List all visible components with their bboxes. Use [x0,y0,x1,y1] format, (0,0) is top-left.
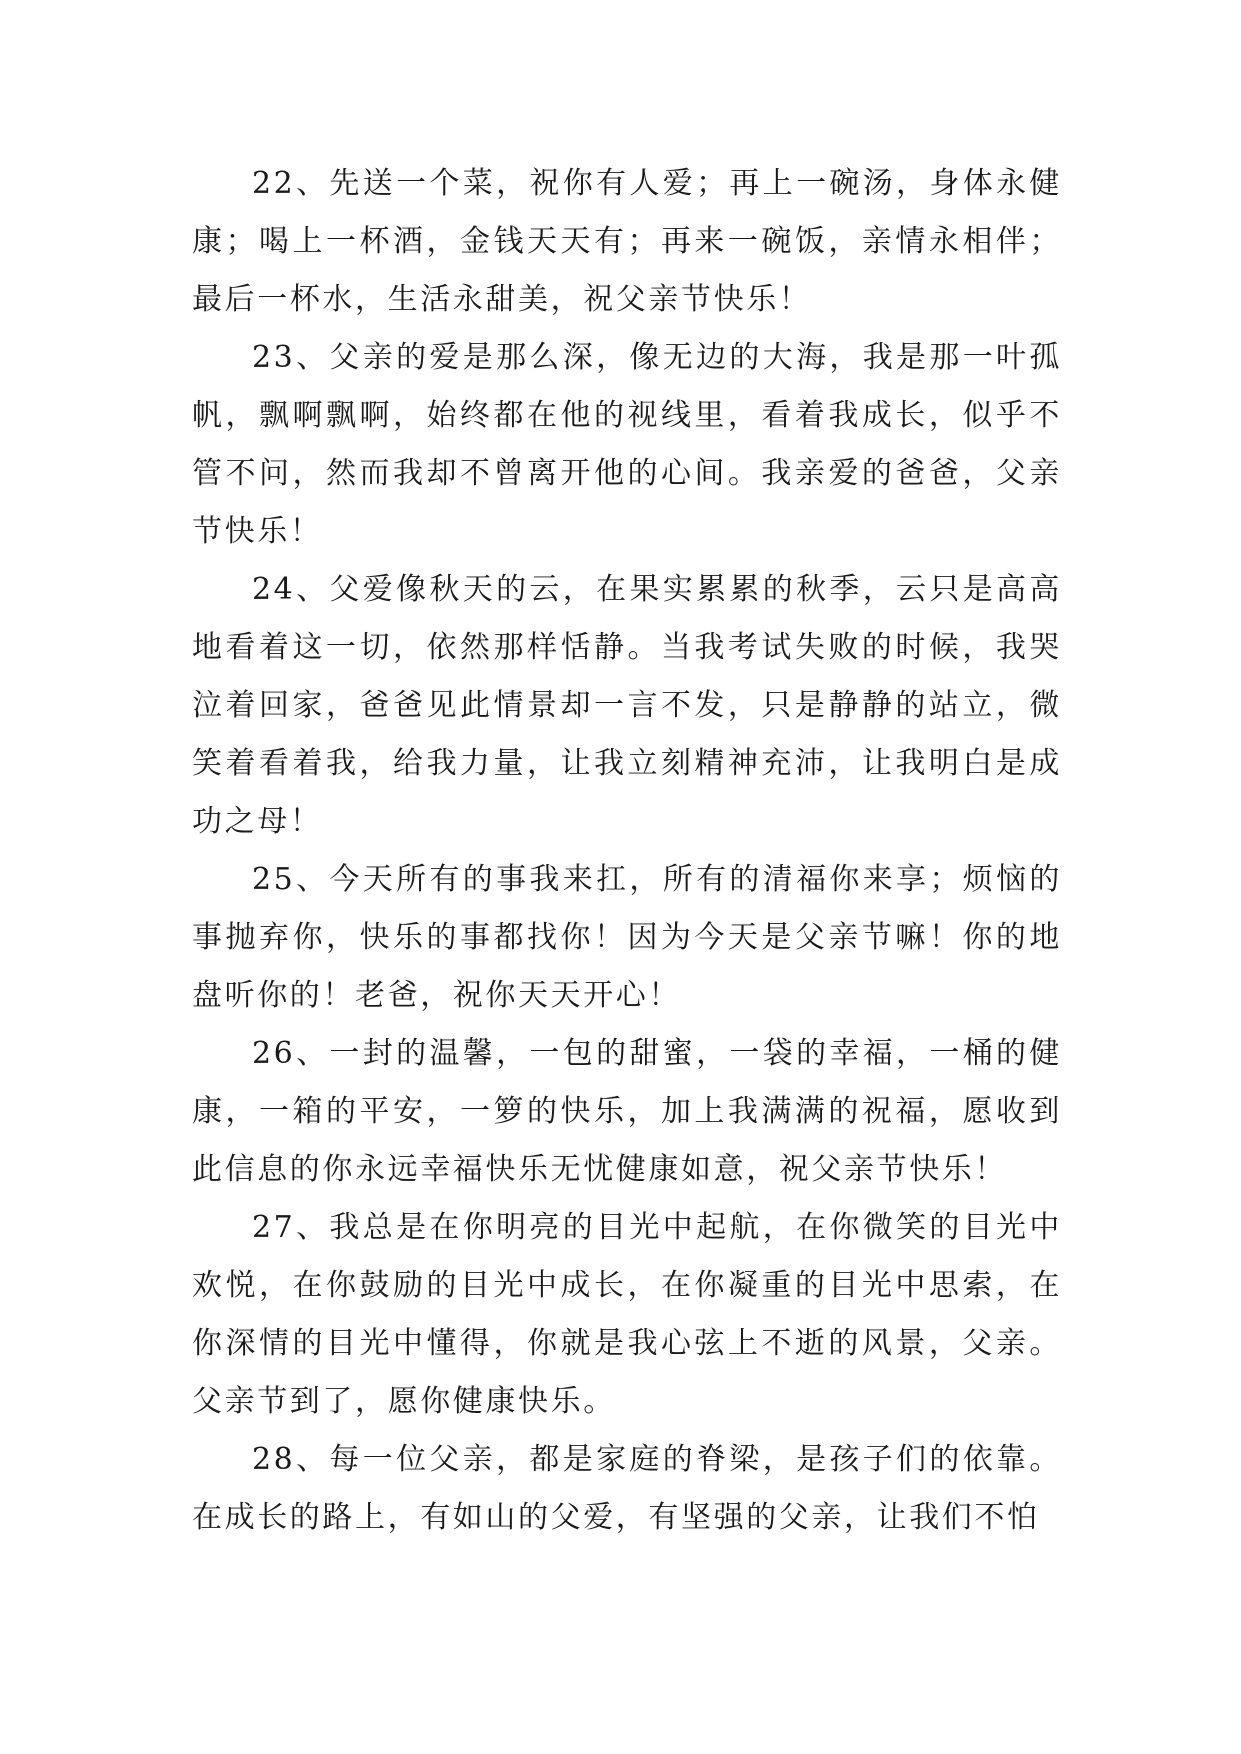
paragraph-28: 28、每一位父亲，都是家庭的脊梁，是孩子们的依靠。在成长的路上，有如山的父爱，有坚强的父亲，让我们不怕 [192,1442,1062,1535]
document-body [192,155,1062,1547]
paragraph-23: 23、父亲的爱是那么深，像无边的大海，我是那一叶孤帆，飘啊飘啊，始终都在他的视线里，看着我成长，似乎不管不问，然而我却不曾离开他的心间。我亲爱的爸爸，父亲节快乐！ [192,340,1062,549]
paragraph-26: 26、一封的温馨，一包的甜蜜，一袋的幸福，一桶的健康，一箱的平安，一箩的快乐，加上我满满的祝福，愿收到此信息的你永远幸福快乐无忧健康如意，祝父亲节快乐！ [192,1036,1062,1187]
paragraph-27: 27、我总是在你明亮的目光中起航，在你微笑的目光中欢悦，在你鼓励的目光中成长，在你凝重的目光中思索，在你深情的目光中懂得，你就是我心弦上不逝的风景，父亲。父亲节到了，愿你健康快乐。 [192,1210,1062,1419]
paragraph-22: 22、先送一个菜，祝你有人爱；再上一碗汤，身体永健康；喝上一杯酒，金钱天天有；再来一碗饭，亲情永相伴；最后一杯水，生活永甜美，祝父亲节快乐！ [192,166,1062,317]
paragraph-25: 25、今天所有的事我来扛，所有的清福你来享；烦恼的事抛弃你，快乐的事都找你！因为今天是父亲节嘛！你的地盘听你的！老爸，祝你天天开心！ [192,862,1062,1013]
paragraph-24: 24、父爱像秋天的云，在果实累累的秋季，云只是高高地看着这一切，依然那样恬静。当我考试失败的时候，我哭泣着回家，爸爸见此情景却一言不发，只是静静的站立，微笑着看着我，给我力量，让我立刻精神充沛，让我明白是成功之母！ [192,572,1062,839]
